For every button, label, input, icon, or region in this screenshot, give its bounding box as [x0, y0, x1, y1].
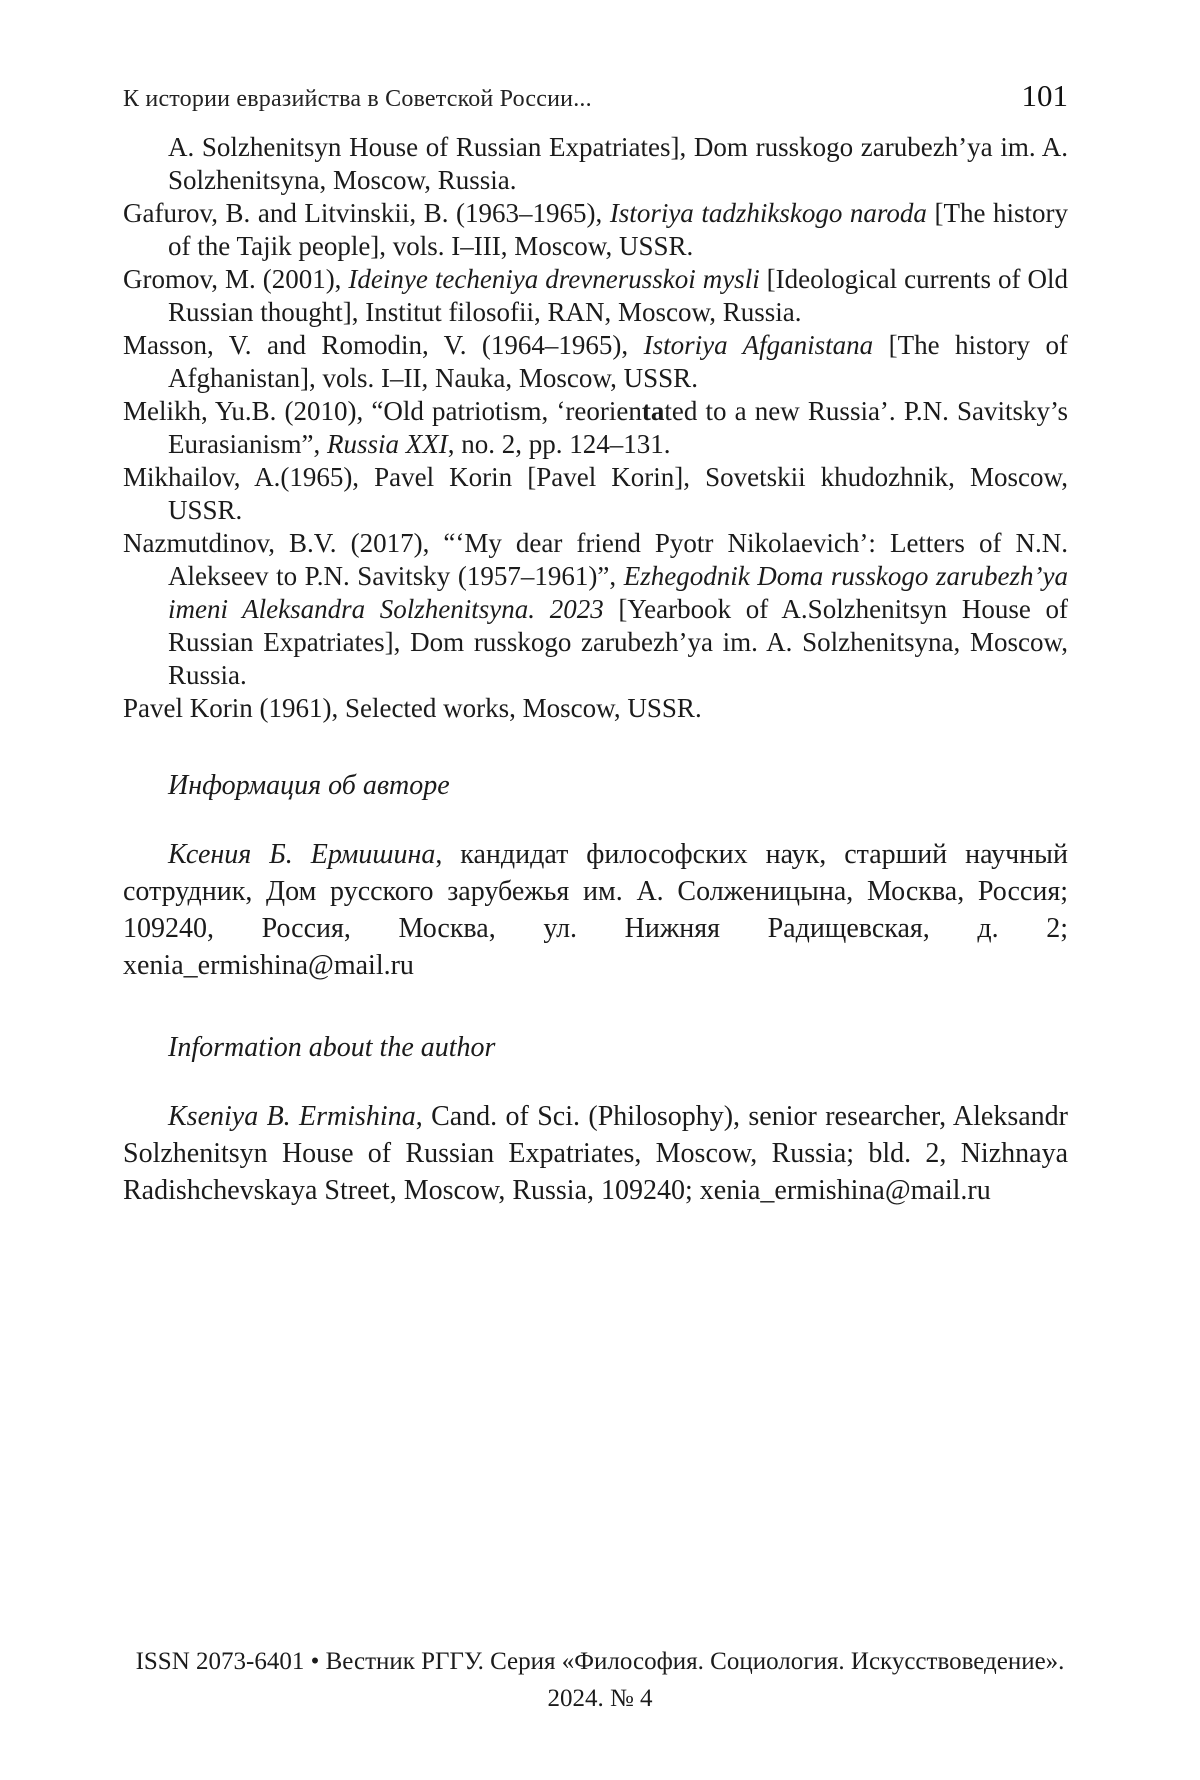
- page-number: 101: [1021, 78, 1068, 113]
- reference-item: [123, 527, 1068, 692]
- text-segment: Istoriya tadzhikskogo naroda: [609, 198, 927, 228]
- text-segment: Istoriya Afganistana: [643, 330, 874, 360]
- text-segment: Mikhailov, A.(1965), Pavel Korin [Pavel Korin], Sovetskii khudozhnik, Moscow, USSR.: [123, 462, 1068, 525]
- text-segment: Pavel Korin (1961), Selected works, Moscow, USSR.: [123, 693, 702, 723]
- text-segment: Russia XXI: [326, 429, 448, 459]
- text-segment: ta: [641, 396, 665, 426]
- text-segment: , кандидат философских наук, старший научный сотрудник, Дом русского зарубежья им. А. Солженицына, Москва, Россия; 109240, Россия, Москва, ул. Нижняя Радищевская, д. 2; xenia_ermishina@mail.ru: [123, 839, 1068, 981]
- text-segment: Gromov, M. (2001),: [123, 264, 349, 294]
- text-segment: Ezhegodnik Doma russkogo zarubezh’ya imeni Aleksandra Solzhenitsyna. 2023: [168, 561, 1068, 624]
- text-segment: Gafurov, B. and Litvinskii, B. (1963–1965),: [123, 198, 610, 228]
- footer-issue-line: 2024. № 4: [547, 1685, 653, 1712]
- running-head-row: [123, 78, 1068, 114]
- author-info-paragraph-ru: [123, 836, 1068, 984]
- text-segment: [Ideological currents of Old Russian thought], Institut filosofii, RAN, Moscow, Russia.: [168, 264, 1069, 327]
- running-head-title: К истории евразийства в Советской России...: [123, 86, 592, 112]
- text-segment: Nazmutdinov, B.V. (2017), “‘My dear friend Pyotr Nikolaevich’: Letters of N.N. Alekseev to P.N. Savitsky (1957–1961)”,: [123, 528, 1068, 591]
- reference-item: [123, 263, 1068, 329]
- text-segment: ted to a new Russia’. P.N. Savitsky’s Eurasianism”,: [168, 396, 1069, 459]
- page-footer: [40, 1643, 1160, 1717]
- text-segment: A. Solzhenitsyn House of Russian Expatriates], Dom russkogo zarubezh’ya im. A. Solzhenitsyna, Moscow, Russia.: [168, 132, 1068, 195]
- reference-item: [123, 395, 1068, 461]
- reference-item: [123, 692, 1068, 725]
- text-segment: Melikh, Yu.B. (2010), “Old patriotism, ‘reorien: [123, 396, 642, 426]
- text-segment: [The history of the Tajik people], vols. I–III, Moscow, USSR.: [168, 198, 1069, 261]
- text-segment: Ксения Б. Ермишина: [168, 839, 436, 870]
- text-segment: Masson, V. and Romodin, V. (1964–1965),: [123, 330, 644, 360]
- text-segment: Kseniya B. Ermishina: [168, 1101, 416, 1132]
- section-heading-info-en: Information about the author: [168, 1032, 496, 1063]
- author-info-paragraph-en: [123, 1098, 1068, 1209]
- section-heading-info-ru: Информация об авторе: [168, 770, 450, 801]
- reference-item: [123, 329, 1068, 395]
- text-segment: Ideinye techeniya drevnerusskoi mysli: [348, 264, 760, 294]
- text-segment: [Yearbook of A.Solzhenitsyn House of Russian Expatriates], Dom russkogo zarubezh’ya im. A. Solzhenitsyna, Moscow, Russia.: [168, 594, 1068, 690]
- footer-issn-line: ISSN 2073-6401 • Вестник РГГУ. Серия «Философия. Социология. Искусствоведение».: [135, 1648, 1065, 1675]
- reference-item: [123, 461, 1068, 527]
- text-segment: [The history of Afghanistan], vols. I–II, Nauka, Moscow, USSR.: [168, 330, 1069, 393]
- text-segment: , Cand. of Sci. (Philosophy), senior researcher, Aleksandr Solzhenitsyn House of Russian Expatriates, Moscow, Russia; bld. 2, Nizhnaya Radishchevskaya Street, Moscow, Russia, 109240; xenia_ermishina@mail.ru: [123, 1101, 1068, 1206]
- text-segment: , no. 2, pp. 124–131.: [447, 429, 671, 459]
- reference-item: [123, 197, 1068, 263]
- reference-item: [123, 131, 1068, 197]
- references-list: [123, 131, 1068, 725]
